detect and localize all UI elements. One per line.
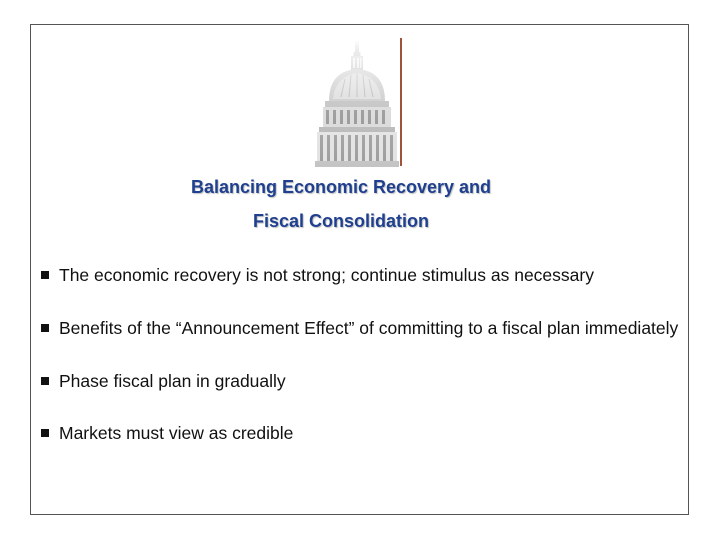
bullet-item <box>39 420 679 446</box>
square-bullet-icon <box>41 324 49 332</box>
bullet-item <box>39 262 679 288</box>
bullet-text: The economic recovery is not strong; continue stimulus as necessary <box>59 265 594 285</box>
bullet-text: Benefits of the “Announcement Effect” of committing to a fiscal plan immediately <box>59 318 679 338</box>
bullet-item <box>39 368 679 394</box>
bullet-text: Markets must view as credible <box>59 423 294 443</box>
square-bullet-icon <box>41 429 49 437</box>
slide-title-line-2: Fiscal Consolidation <box>252 211 430 231</box>
slide <box>30 24 689 515</box>
bullet-text: Phase fiscal plan in gradually <box>59 371 286 391</box>
capitol-dome-icon <box>311 39 403 167</box>
square-bullet-icon <box>41 377 49 385</box>
bullet-item <box>39 315 679 341</box>
slide-title-line-1: Balancing Economic Recovery and <box>190 177 492 197</box>
accent-rule <box>400 38 402 166</box>
square-bullet-icon <box>41 271 49 279</box>
bullet-list <box>39 262 679 472</box>
